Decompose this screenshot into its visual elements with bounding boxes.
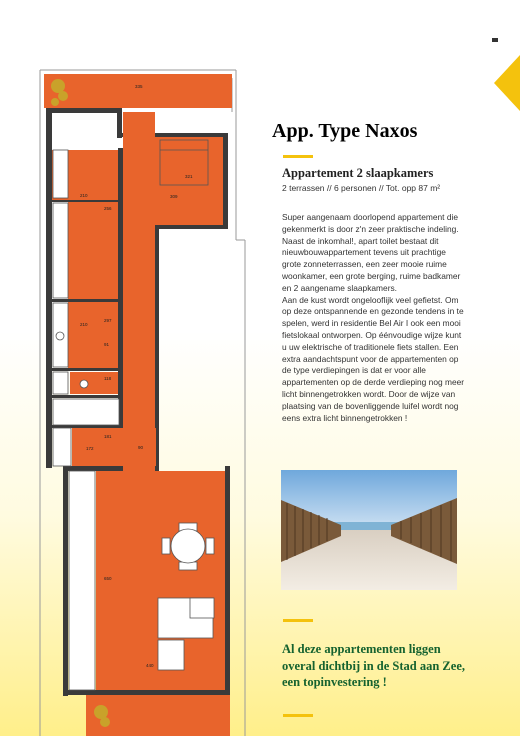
description-paragraph: Super aangenaam doorlopend appartement die gekenmerkt is door z'n zeer praktische indeling. Naast de inkomhal!, apart toilet bestaat dit nieuwbouwappartement tevens uit prachtige grote zonneterrassen, een zeer mooie ruime woonkamer, een grote berging, ruime badkamer en 2 aangename slaapkamers. [282, 212, 461, 293]
bathroom [68, 302, 118, 368]
dim-label: 118 [104, 376, 112, 381]
dim-label: 650 [104, 576, 112, 581]
dim-label: 309 [170, 194, 178, 199]
wall-living-bottom [63, 690, 230, 695]
wall-bedroom-east [223, 133, 228, 228]
toilet-icon [80, 380, 88, 388]
dim-label: 335 [135, 84, 143, 89]
apartment-subtitle: Appartement 2 slaapkamers [282, 166, 434, 180]
apartment-meta: 2 terrassen // 6 personen // Tot. opp 87 m² [282, 183, 441, 193]
wall-north [46, 108, 122, 113]
bedroom-2b [68, 202, 118, 299]
wall-living-west [63, 466, 68, 696]
corridor [123, 112, 155, 472]
dim-label: 210 [80, 322, 88, 327]
corner-tab [494, 55, 520, 111]
dim-label: 172 [86, 446, 94, 451]
description [282, 212, 466, 424]
terrace-north [44, 74, 232, 108]
hall [72, 428, 156, 466]
dim-label: 181 [104, 434, 112, 439]
dim-label: 321 [185, 174, 193, 179]
corner-mark [492, 38, 498, 42]
dim-label: 210 [80, 193, 88, 198]
page-title: App. Type Naxos [272, 120, 418, 142]
dim-label: 297 [104, 318, 112, 323]
dim-label: 256 [104, 206, 112, 211]
closing-statement: Al deze appartementen liggen overal dichtbij in de Stad aan Zee, een topinvestering ! [282, 642, 465, 689]
title-divider [283, 155, 313, 158]
dim-label: 90 [138, 445, 144, 450]
description-paragraph: Aan de kust wordt ongelooflijk veel gefietst. Om op deze ontspannende en gezonde tendens in te spelen, werd in residentie Bel Air I ook een mooi fietslokaal ontworpen. Op éénvoudige wijze kunt u uw elektrische of traditionele fiets stallen. Een extra aandachtspunt voor de appartementen op de type verdiepingen is dat er voor alle appartementen op de derde verdieping nog meer licht binnengetrokken wordt. Door de wijze van plaatsing van de bovenliggende luifel wordt nog eens extra licht binnengetrokken ! [282, 294, 465, 423]
terrace-south [86, 695, 230, 736]
wall-living-east [225, 466, 230, 696]
dim-label: 440 [146, 663, 154, 668]
bottom-divider [283, 714, 313, 717]
dim-label: 91 [104, 342, 110, 347]
closing-divider [283, 619, 313, 622]
wall-west [46, 108, 52, 468]
beach-photo [281, 470, 457, 590]
sink-icon [56, 332, 64, 340]
